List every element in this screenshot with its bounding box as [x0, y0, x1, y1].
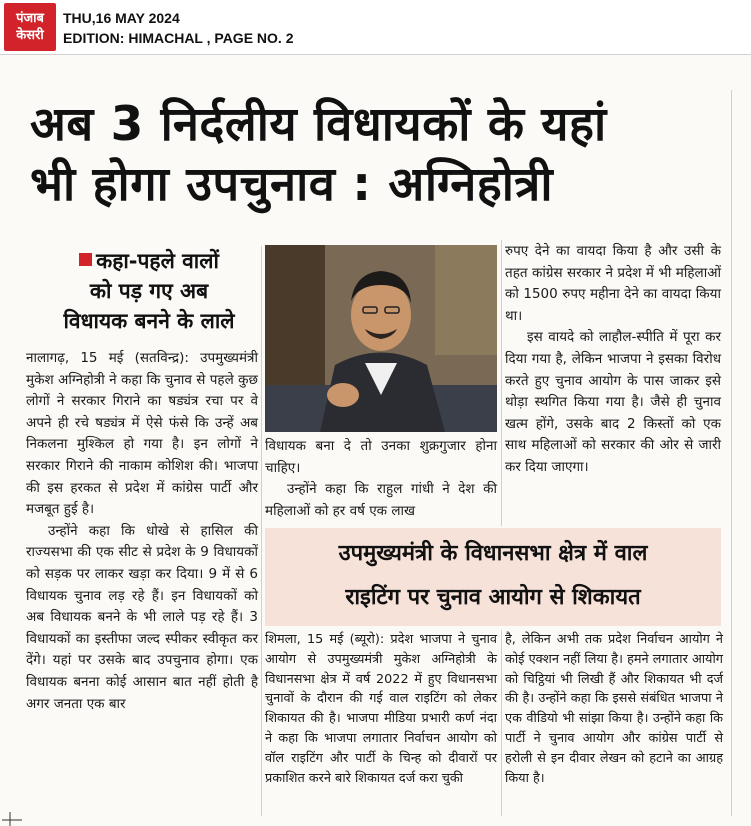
column-divider — [261, 246, 262, 816]
publish-date: THU,16 MAY 2024 — [63, 10, 180, 26]
page-header — [0, 0, 751, 55]
second-headline-line-1: उपमुख्यमंत्री के विधानसभा क्षेत्र में वाल — [338, 541, 648, 566]
column-divider — [501, 630, 502, 816]
column-divider — [501, 240, 502, 526]
headline-line-2: भी होगा उपचुनाव : अग्निहोत्री — [30, 157, 554, 212]
paragraph: इस वायदे को लाहौल-स्पीति में पूरा कर दिया गया है, लेकिन भाजपा ने इसका विरोध करते हुए चुनाव आयोग के पास जाकर इसे थोड़ा स्थगित किया गया है। जैसे ही चुनाव खत्म होंगे, उसके बाद 2 किस्तों को एक साथ महिलाओं को सरकार की ओर से जारी कर दिया जाएगा। — [505, 329, 721, 475]
paragraph: विधायक बना दे तो उनका शुक्रगुजार होना चाहिए। — [265, 438, 497, 476]
crop-mark-icon — [2, 812, 22, 826]
second-article-column-2 — [505, 630, 723, 788]
paragraph: उन्होंने कहा कि राहुल गांधी ने देश की महिलाओं को हर वर्ष एक लाख — [265, 481, 497, 519]
paragraph: नालागढ़, 15 मई (सतविन्द्र): उपमुख्यमंत्री मुकेश अग्निहोत्री ने कहा कि चुनाव से पहले कुछ लोगों ने सरकार गिराने का षड्यंत्र रचा पर वे अपने ही रचे षड्यंत्र में ऐसे फंसे कि उन्हें अब निकलना मुश्किल हो गया है। इन लोगों ने सरकार गिराने की नाकाम कोशिश की। भाजपा की इस हरकत से प्रदेश में कांग्रेस पार्टी और मजबूत हुई है। — [26, 350, 258, 518]
second-headline-line-2: राइटिंग पर चुनाव आयोग से शिकायत — [345, 585, 641, 610]
paragraph: रुपए देने का वायदा किया है और उसी के तहत कांग्रेस सरकार ने प्रदेश में भी महिलाओं को 1500 रुपए महीना देने का वायदा किया था। — [505, 243, 721, 324]
paragraph: उन्होंने कहा कि धोखे से हासिल की राज्यसभा की एक सीट से प्रदेश के 9 विधायकों को सड़क पर लाकर खड़ा कर दिया। 9 में से 6 विधायक चुनाव लड़ रहे हैं। इन विधायकों को अब विधायक बनने के भी लाले पड़ रहे हैं। 3 विधायकों का इस्तीफा जल्द स्पीकर स्वीकृत कर देंगे। यहां पर उसके बाद उपचुनाव होगा। एक विधायक बनना कोई आसान बात नहीं होती है अगर जनता एक बार — [26, 522, 258, 712]
paragraph: है, लेकिन अभी तक प्रदेश निर्वाचन आयोग ने कोई एक्शन नहीं लिया है। हमने लगातार आयोग को चिट्ठियां भी लिखी हैं और शिकायत भी दर्ज की है। उन्होंने कहा कि इससे संबंधित भाजपा ने एक वीडियो भी सांझा किया है। उन्होंने कहा कि पार्टी ने चुनाव आयोग और कांग्रेस पार्टी से हरोली से इन दीवार लेखन को हटाने का आग्रह किया है। — [505, 632, 723, 786]
column-divider — [731, 90, 732, 816]
second-article-headline — [265, 532, 721, 620]
logo-line-2: केसरी — [16, 28, 44, 43]
subhead-line-3: विधायक बनने के लाले — [63, 309, 235, 333]
logo-line-1: पंजाब — [16, 11, 44, 26]
subhead-line-2: को पड़ गए अब — [89, 279, 209, 303]
subhead-line-1: कहा-पहले वालों — [96, 249, 219, 273]
article-column-2 — [265, 436, 497, 522]
article-column-3 — [505, 241, 721, 479]
edition-meta — [63, 8, 294, 48]
punjab-kesari-logo — [4, 3, 56, 51]
subheadline — [38, 246, 260, 336]
politician-photo-icon — [265, 245, 497, 432]
main-headline — [30, 95, 730, 215]
headline-line-1: अब 3 निर्दलीय विधायकों के यहां — [30, 97, 607, 152]
red-bullet-icon — [79, 253, 92, 266]
news-photo — [265, 245, 497, 432]
paragraph: शिमला, 15 मई (ब्यूरो): प्रदेश भाजपा ने चुनाव आयोग से उपमुख्यमंत्री मुकेश अग्निहोत्री के विधानसभा क्षेत्र में वर्ष 2022 में हुए विधानसभा चुनावों के दौरान की गई वाल राइटिंग को लेकर शिकायत की है। भाजपा मीडिया प्रभारी कर्ण नंदा ने कहा कि भाजपा लगातार निर्वाचन आयोग को वॉल राइटिंग और पार्टी के चिन्ह को दीवारों पर प्रकाशित करने बारे शिकायत दर्ज करा चुकी — [265, 632, 497, 786]
edition-info: EDITION: HIMACHAL , PAGE NO. 2 — [63, 30, 294, 46]
article-column-1 — [26, 348, 258, 715]
second-article-column-1 — [265, 630, 497, 788]
